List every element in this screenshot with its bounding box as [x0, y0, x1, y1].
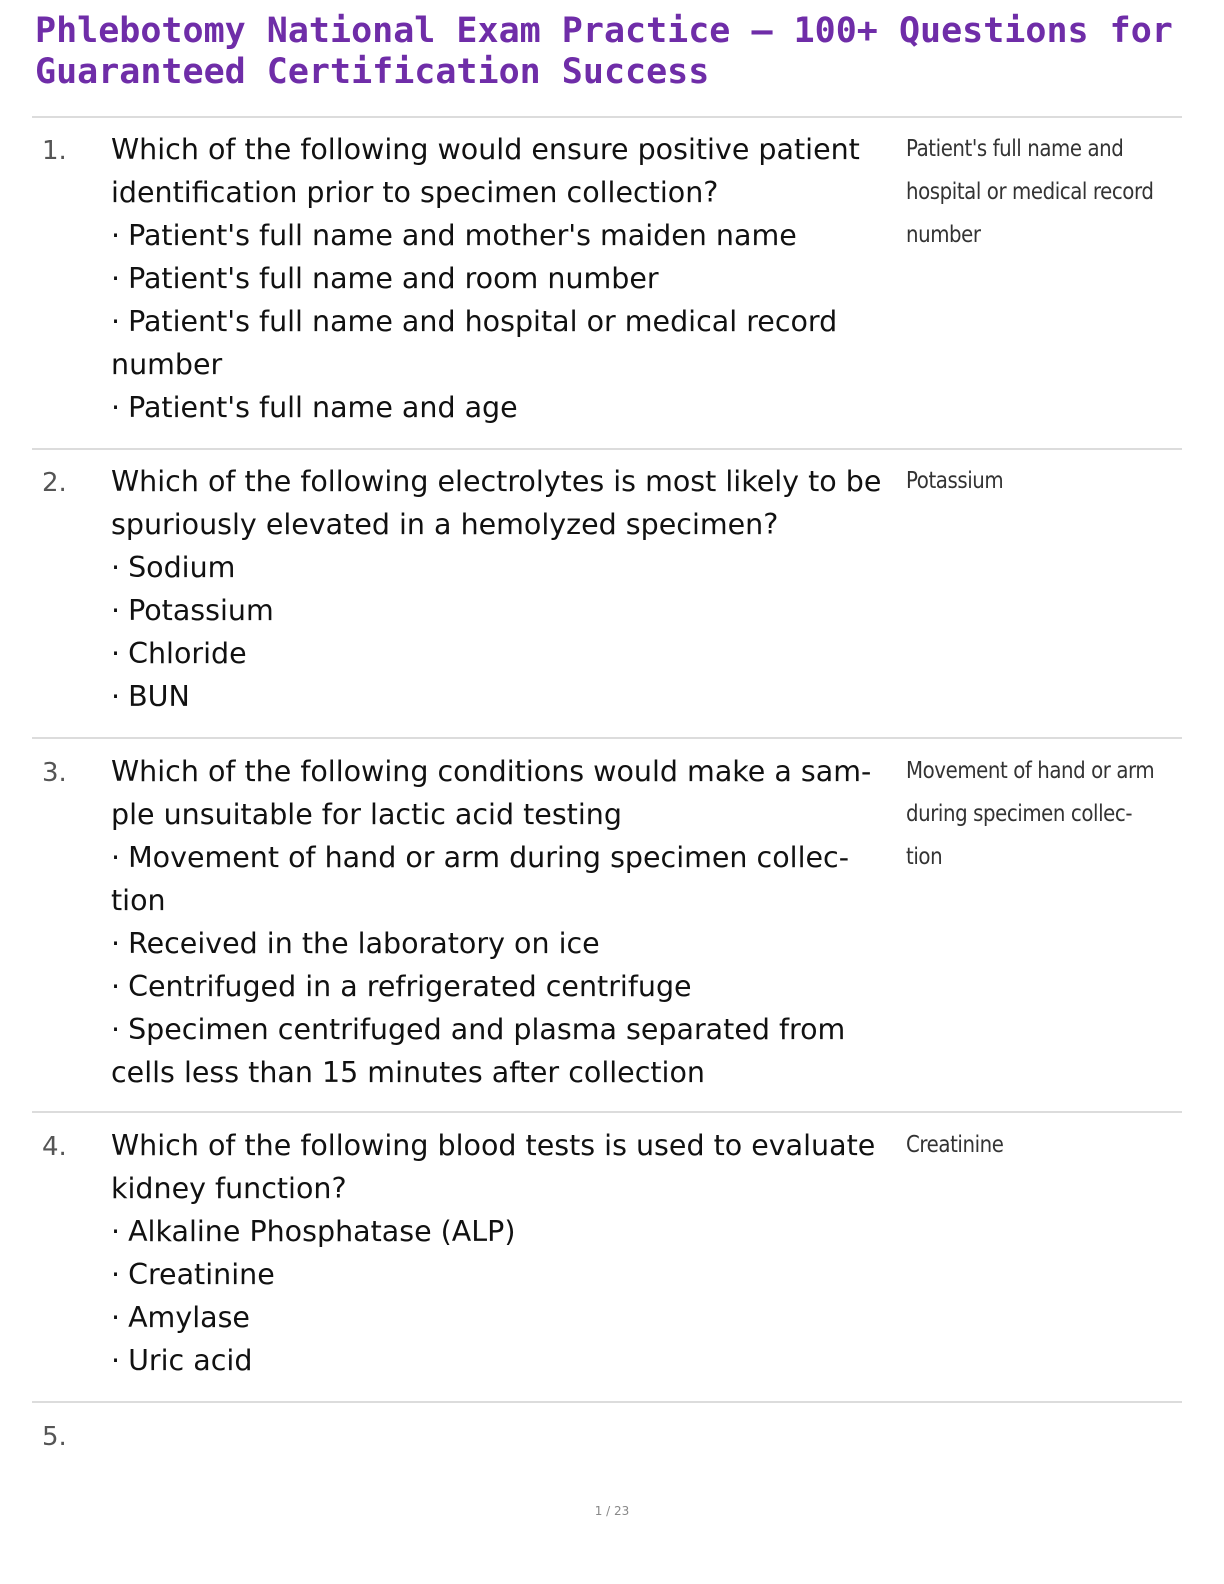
bullet: ·: [111, 1301, 121, 1334]
answer-option: · Patient's full name and hospital or medical record number: [111, 305, 838, 381]
answer-option: · Chloride: [111, 637, 247, 670]
correct-answer: Patient's full name and hospital or medical record number: [906, 136, 1154, 248]
bullet: ·: [111, 594, 121, 627]
answer-option: · Patient's full name and room number: [111, 262, 659, 295]
bullet: ·: [111, 970, 121, 1003]
divider: [32, 448, 1182, 450]
answer-option: · Movement of hand or arm during specimen collec- tion: [111, 841, 849, 917]
question-number: 1.: [42, 136, 67, 166]
bullet: ·: [111, 391, 121, 424]
bullet: ·: [111, 927, 121, 960]
question-number: 2.: [42, 468, 67, 498]
divider: [32, 1111, 1182, 1113]
question-stem: Which of the following conditions would make a sam- ple unsuitable for lactic acid testing: [111, 755, 872, 831]
bullet: ·: [111, 841, 121, 874]
question-body: [111, 750, 901, 1094]
question-stem: Which of the following blood tests is used to evaluate kidney function?: [111, 1129, 876, 1205]
answer-option: · Creatinine: [111, 1258, 275, 1291]
question-body: [111, 128, 901, 429]
bullet: ·: [111, 637, 121, 670]
bullet: ·: [111, 1013, 121, 1046]
bullet: ·: [111, 1344, 121, 1377]
answer-option: · Received in the laboratory on ice: [111, 927, 600, 960]
bullet: ·: [111, 305, 121, 338]
correct-answer: Creatinine: [906, 1132, 1004, 1158]
question-stem: Which of the following would ensure positive patient identification prior to specimen collection?: [111, 133, 860, 209]
correct-answer: Potassium: [906, 468, 1004, 494]
question-body: [111, 1124, 901, 1382]
answer-option: · Centrifuged in a refrigerated centrifuge: [111, 970, 692, 1003]
bullet: ·: [111, 1258, 121, 1291]
answer-option: · Specimen centrifuged and plasma separated from cells less than 15 minutes after collection: [111, 1013, 846, 1089]
bullet: ·: [111, 262, 121, 295]
divider: [32, 116, 1182, 118]
answer-option: · Sodium: [111, 551, 236, 584]
question-number: 5.: [42, 1422, 67, 1452]
answer-option: · Uric acid: [111, 1344, 253, 1377]
bullet: ·: [111, 219, 121, 252]
question-stem: Which of the following electrolytes is most likely to be spuriously elevated in a hemolyzed specimen?: [111, 465, 882, 541]
answer-option: · BUN: [111, 680, 190, 713]
bullet: ·: [111, 551, 121, 584]
question-body: [111, 460, 901, 718]
document-title: Phlebotomy National Exam Practice – 100+ Questions for Guaranteed Certification Success: [35, 11, 1173, 92]
answer-option: · Alkaline Phosphatase (ALP): [111, 1215, 516, 1248]
answer-option: · Potassium: [111, 594, 274, 627]
correct-answer: Movement of hand or arm during specimen collec- tion: [906, 758, 1155, 870]
divider: [32, 737, 1182, 739]
page-indicator: 1 / 23: [594, 1504, 630, 1518]
answer-option: · Patient's full name and mother's maiden name: [111, 219, 797, 252]
answer-option: · Amylase: [111, 1301, 250, 1334]
divider: [32, 1401, 1182, 1403]
bullet: ·: [111, 1215, 121, 1248]
question-number: 4.: [42, 1132, 67, 1162]
question-number: 3.: [42, 758, 67, 788]
answer-option: · Patient's full name and age: [111, 391, 518, 424]
bullet: ·: [111, 680, 121, 713]
